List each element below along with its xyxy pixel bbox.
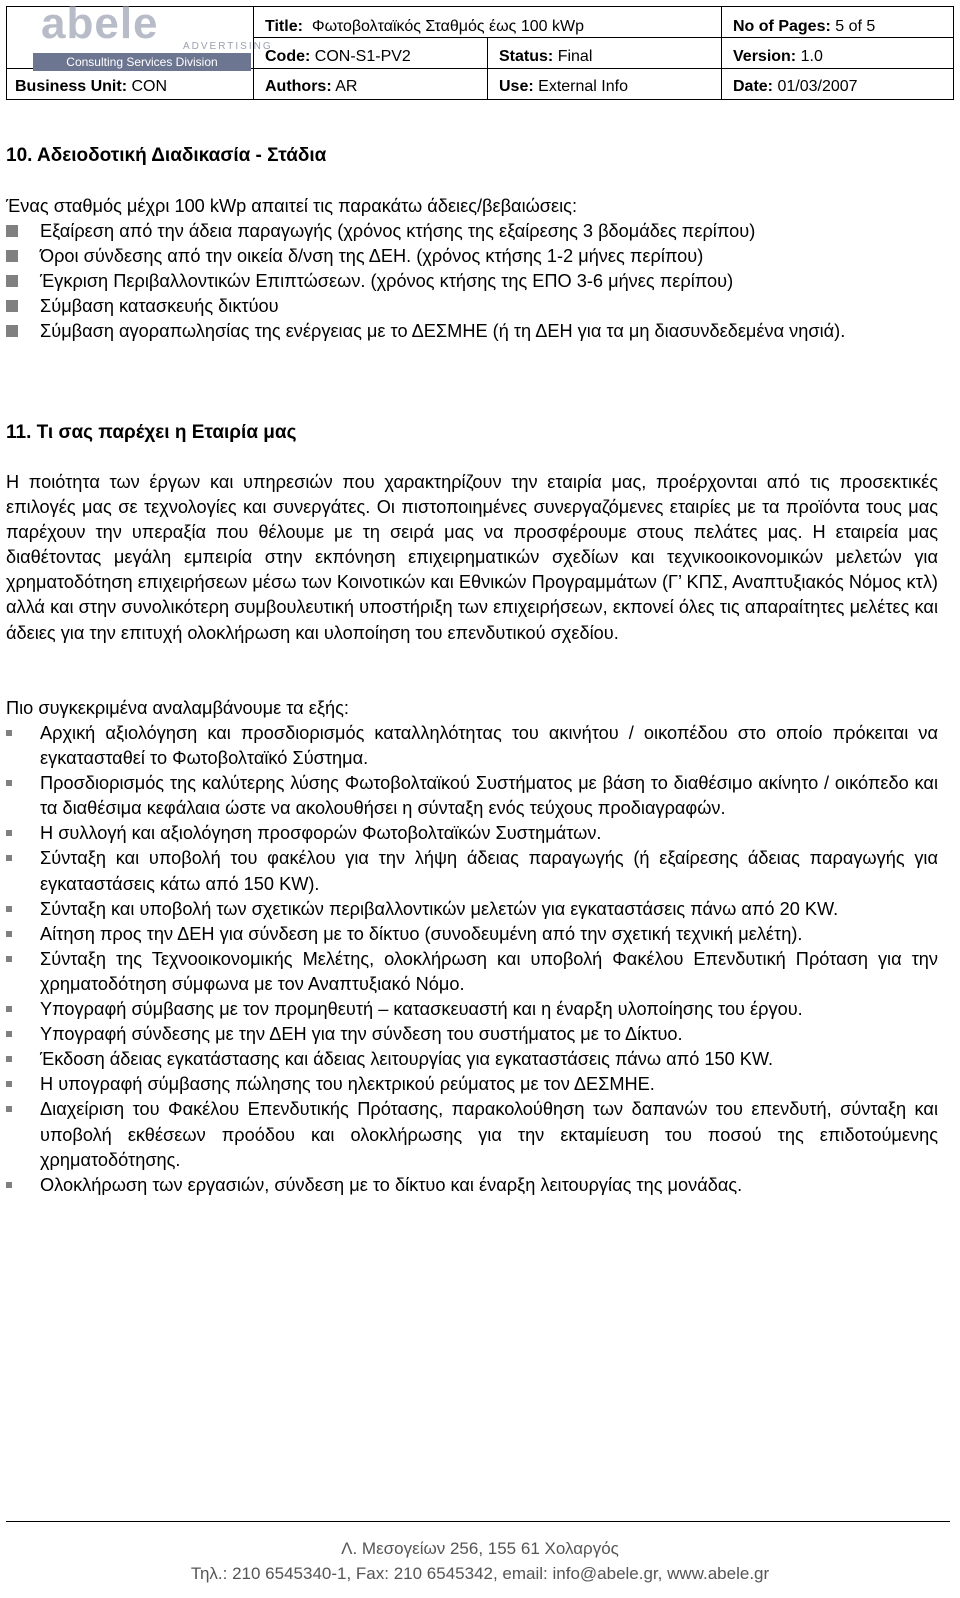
- use-label: Use:: [499, 78, 534, 95]
- status-field: [499, 47, 592, 67]
- date-label: Date:: [733, 78, 774, 95]
- version-field: [733, 47, 823, 67]
- list-item: Εξαίρεση από την άδεια παραγωγής (χρόνος κτήσης της εξαίρεσης 3 βδομάδες περίπου): [6, 219, 938, 244]
- version-value: 1.0: [800, 48, 823, 65]
- title-field: [265, 17, 584, 37]
- pages-field: [733, 17, 875, 37]
- square-bullet-icon: [6, 780, 12, 786]
- title-label: Title:: [265, 18, 303, 35]
- authors-value: AR: [335, 78, 358, 95]
- footer-divider: [6, 1521, 950, 1522]
- pages-label: No of Pages:: [733, 18, 831, 35]
- company-logo: [27, 0, 273, 73]
- square-bullet-icon: [6, 1006, 12, 1012]
- status-value: Final: [557, 48, 593, 65]
- square-bullet-icon: [6, 1106, 12, 1112]
- square-bullet-icon: [6, 1056, 12, 1062]
- permits-list: [6, 219, 938, 344]
- section-11-paragraph: Η ποιότητα των έργων και υπηρεσιών που χαρακτηρίζουν την εταιρία μας, προέρχονται από τις προσεκτικές επιλογές μας σε τεχνολογίες και συνεργάτες. Οι πιστοποιημένες συνεργαζόμενες εταιρίες με τα προϊόντα τους μας παρέχουν την υπεραξία που θέλουμε με τη σειρά μας να προσφέρουμε στους πελάτες μας. Η εταιρεία μας διαθέτοντας μεγάλη εμπειρία στην εκπόνηση επιχειρηματικών σχεδίων και τεχνικοοικονομικών μελετών για χρηματοδότηση επιχειρήσεων μέσω των Κοινοτικών και Εθνικών Προγραμμάτων (Γ’ ΚΠΣ, Αναπτυξιακός Νόμος κτλ) αλλά και στην συνολικότερη συμβουλευτική υποστήριξη των επιχειρήσεων, εκπονεί όλες τις απαραίτητες μελέτες και άδειες για την επιτυχή ολοκλήρωση και υλοποίηση του επενδυτικού σχεδίου.: [6, 472, 938, 643]
- square-bullet-icon: [6, 225, 18, 237]
- business-unit-value: CON: [131, 78, 168, 95]
- list-item: Έγκριση Περιβαλλοντικών Επιπτώσεων. (χρόνος κτήσης της ΕΠΟ 3-6 μήνες περίπου): [6, 269, 938, 294]
- square-bullet-icon: [6, 1031, 12, 1037]
- list-item: Ολοκλήρωση των εργασιών, σύνδεση με το δίκτυο και έναρξη λειτουργίας της μονάδας.: [6, 1173, 938, 1198]
- authors-label: Authors:: [265, 78, 332, 95]
- square-bullet-icon: [6, 1182, 12, 1188]
- square-bullet-icon: [6, 1081, 12, 1087]
- services-list: [6, 721, 938, 1198]
- logo-wordmark: abele: [41, 0, 159, 48]
- section-10-intro: Ένας σταθμός μέχρι 100 kWp απαιτεί τις παρακάτω άδειες/βεβαιώσεις:: [6, 196, 577, 216]
- list-item: Διαχείριση του Φακέλου Επενδυτικής Πρότασης, παρακολούθηση των δαπανών του επενδυτή, σύνταξη και υποβολή εκθέσεων προόδου και ολοκλήρωσης για την εκταμίευση του ποσού της επιδοτούμενης χρηματοδότησης.: [6, 1097, 938, 1172]
- use-field: [499, 77, 628, 97]
- square-bullet-icon: [6, 730, 12, 736]
- section-10-heading: 10. Αδειοδοτική Διαδικασία - Στάδια: [6, 145, 327, 166]
- use-value: External Info: [538, 78, 628, 95]
- list-item: Σύνταξη και υποβολή του φακέλου για την λήψη άδειας παραγωγής (ή εξαίρεσης άδειας παραγωγής για εγκαταστάσεις κάτω από 150 KW).: [6, 846, 938, 896]
- status-label: Status:: [499, 48, 554, 65]
- list-item: Σύμβαση αγοραπωλησίας της ενέργειας με το ΔΕΣΜΗΕ (ή τη ΔΕΗ για τα μη διασυνδεδεμένα νησιά).: [6, 319, 938, 344]
- square-bullet-icon: [6, 956, 12, 962]
- list-item: Όροι σύνδεσης από την οικεία δ/νση της ΔΕΗ. (χρόνος κτήσης 1-2 μήνες περίπου): [6, 244, 938, 269]
- list-item: Έκδοση άδειας εγκατάστασης και άδειας λειτουργίας για εγκαταστάσεις πάνω από 150 KW.: [6, 1047, 938, 1072]
- date-field: [733, 77, 858, 97]
- list-item: Σύμβαση κατασκευής δικτύου: [6, 294, 938, 319]
- square-bullet-icon: [6, 300, 18, 312]
- square-bullet-icon: [6, 275, 18, 287]
- logo-division: Consulting Services Division: [33, 53, 251, 71]
- logo-tagline: ADVERTISING: [183, 41, 273, 52]
- list-item: Σύνταξη και υποβολή των σχετικών περιβαλλοντικών μελετών για εγκαταστάσεις πάνω από 20 KW.: [6, 897, 938, 922]
- list-item: Η συλλογή και αξιολόγηση προσφορών Φωτοβολταϊκών Συστημάτων.: [6, 821, 938, 846]
- list-item: Η υπογραφή σύμβασης πώλησης του ηλεκτρικού ρεύματος με τον ΔΕΣΜΗΕ.: [6, 1072, 938, 1097]
- code-label: Code:: [265, 48, 311, 65]
- square-bullet-icon: [6, 931, 12, 937]
- square-bullet-icon: [6, 855, 12, 861]
- square-bullet-icon: [6, 830, 12, 836]
- authors-field: [265, 77, 357, 97]
- document-header: [6, 0, 954, 100]
- list-item: Προσδιορισμός της καλύτερης λύσης Φωτοβολταϊκού Συστήματος με βάση το διαθέσιμο ακίνητο / οικόπεδο και τα διαθέσιμα κεφάλαια ώστε να ακολουθήσει η σύνταξη ενός τεύχους προδιαγραφών.: [6, 771, 938, 821]
- list-item: Υπογραφή σύνδεσης με την ΔΕΗ για την σύνδεση του συστήματος με το Δίκτυο.: [6, 1022, 938, 1047]
- date-value: 01/03/2007: [777, 78, 858, 95]
- business-unit-field: [15, 77, 167, 97]
- footer-contact: Τηλ.: 210 6545340-1, Fax: 210 6545342, email: info@abele.gr, www.abele.gr: [190, 1564, 770, 1583]
- square-bullet-icon: [6, 325, 18, 337]
- code-value: CON-S1-PV2: [314, 48, 411, 65]
- square-bullet-icon: [6, 250, 18, 262]
- title-value: Φωτοβολταϊκός Σταθμός έως 100 kWp: [311, 18, 584, 35]
- business-unit-label: Business Unit:: [15, 78, 128, 95]
- code-field: [265, 47, 411, 67]
- square-bullet-icon: [6, 906, 12, 912]
- version-label: Version:: [733, 48, 797, 65]
- pages-value: 5 of 5: [835, 18, 876, 35]
- list-item: Σύνταξη της Τεχνοοικονομικής Μελέτης, ολοκλήρωση και υποβολή Φακέλου Επενδυτική Πρόταση για την χρηματοδότηση σύμφωνα με τον Αναπτυξιακό Νόμο.: [6, 947, 938, 997]
- list-item: Αρχική αξιολόγηση και προσδιορισμός καταλληλότητας του ακινήτου / οικοπέδου στο οποίο πρόκειται να εγκατασταθεί το Φωτοβολταϊκό Σύστημα.: [6, 721, 938, 771]
- list-item: Αίτηση προς την ΔΕΗ για σύνδεση με το δίκτυο (συνοδευμένη από την σχετική τεχνική μελέτη).: [6, 922, 938, 947]
- footer-address: Λ. Μεσογείων 256, 155 61 Χολαργός: [341, 1539, 619, 1558]
- services-lead: Πιο συγκεκριμένα αναλαμβάνουμε τα εξής:: [6, 698, 349, 718]
- list-item: Υπογραφή σύμβασης με τον προμηθευτή – κατασκευαστή και η έναρξη υλοποίησης του έργου.: [6, 997, 938, 1022]
- section-11-heading: 11. Τι σας παρέχει η Εταιρία μας: [6, 422, 297, 443]
